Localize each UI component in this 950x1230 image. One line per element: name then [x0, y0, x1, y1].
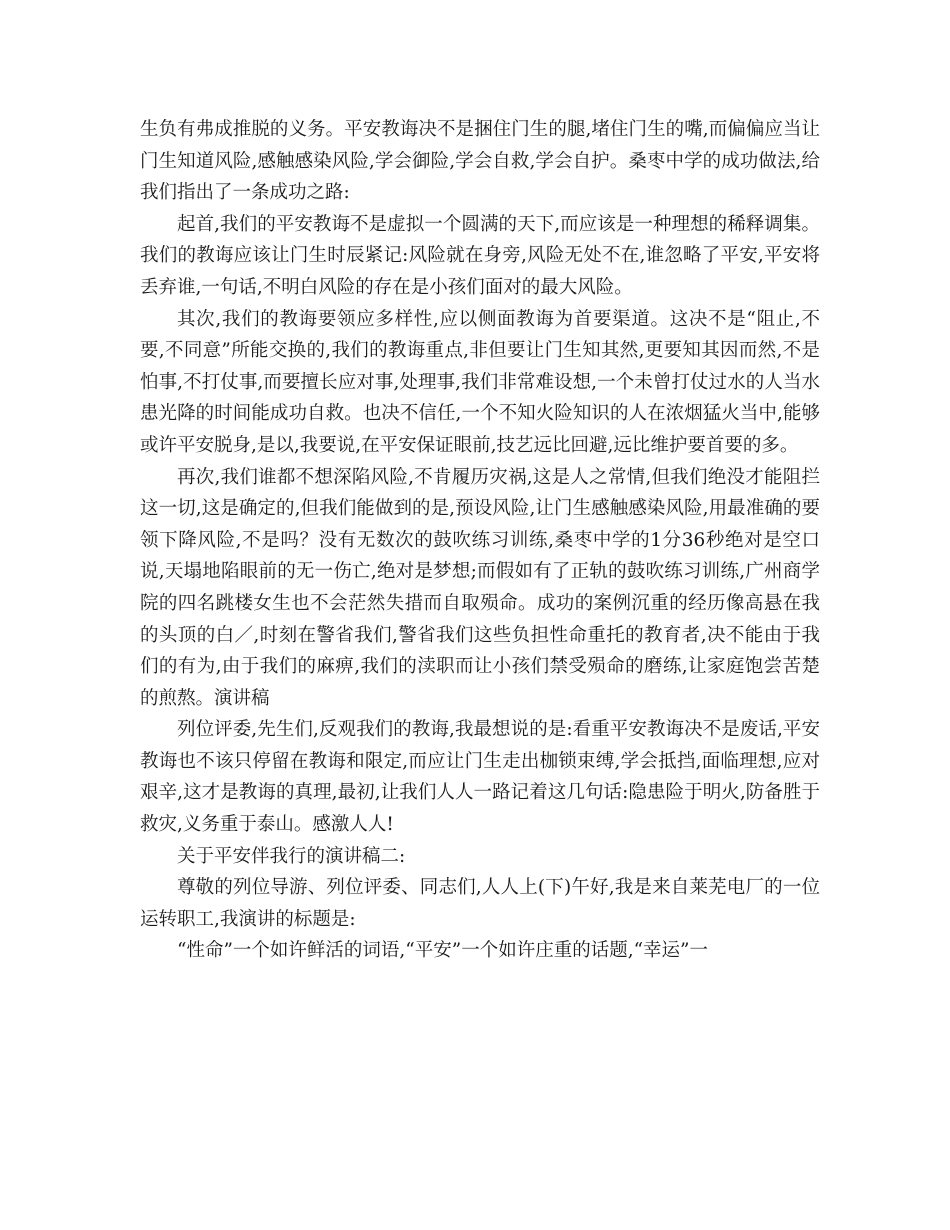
paragraph-last: “性命”一个如许鲜活的词语,“平安”一个如许庄重的话题,“幸运”一	[177, 940, 709, 962]
paragraph-2: 起首,我们的平安教诲不是虚拟一个圆满的天下,而应该是一种理想的稀释调集。我们的教诲应该让门生时辰紧记:风险就在身旁,风险无处不在,谁忽略了平安,平安将丢弃谁,一句话,不明白风险的存在是小孩们面对的最大风险。	[140, 213, 820, 298]
paragraph-4: 再次,我们谁都不想深陷风险,不肯履历灾祸,这是人之常情,但我们绝没才能阻拦这一切,这是确定的,但我们能做到的是,预设风险,让门生感触感染风险,用最准确的要领下降风险,不是吗？没有无数次的鼓吹练习训练,桑枣中学的1分36秒绝对是空口说,天塌地陷眼前的无一伤亡,绝对是梦想;而假如有了正轨的鼓吹练习训练,广州商学院的四名跳楼女生也不会茫然失措而自取殒命。成功的案例沉重的经历像高悬在我的头顶的白／,时刻在警省我们,警省我们这些负担性命重托的教育者,决不能由于我们的有为,由于我们的麻痹,我们的渎职而让小孩们禁受殒命的磨练,让家庭饱尝苦楚的煎熬。演讲稿	[140, 466, 820, 709]
paragraph-5: 列位评委,先生们,反观我们的教诲,我最想说的是:看重平安教诲决不是废话,平安教诲也不该只停留在教诲和限定,而应让门生走出枷锁束缚,学会抵挡,面临理想,应对艰辛,这才是教诲的真理,最初,让我们人人一路记着这几句话:隐患险于明火,防备胜于救灾,义务重于泰山。感激人人!	[140, 719, 820, 836]
paragraph-1: 生负有弗成推脱的义务。平安教诲决不是捆住门生的腿,堵住门生的嘴,而偏偏应当让门生知道风险,感触感染风险,学会御险,学会自救,学会自护。桑枣中学的成功做法,给我们指出了一条成功之路:	[140, 119, 820, 204]
speech-two-heading: 关于平安伴我行的演讲稿二:	[177, 845, 406, 867]
document-body	[140, 114, 820, 967]
paragraph-3: 其次,我们的教诲要领应多样性,应以侧面教诲为首要渠道。这决不是“阻止,不要,不同意”所能交换的,我们的教诲重点,非但要让门生知其然,更要知其因而然,不是怕事,不打仗事,而要擅长应对事,处理事,我们非常难设想,一个未曾打仗过水的人当水患光降的时间能成功自救。也决不信任,一个不知火险知识的人在浓烟猛火当中,能够或许平安脱身,是以,我要说,在平安保证眼前,技艺远比回避,远比维护要首要的多。	[140, 308, 820, 456]
paragraph-greeting: 尊敬的列位导游、列位评委、同志们,人人上(下)午好,我是来自莱芜电厂的一位运转职工,我演讲的标题是:	[140, 877, 820, 930]
